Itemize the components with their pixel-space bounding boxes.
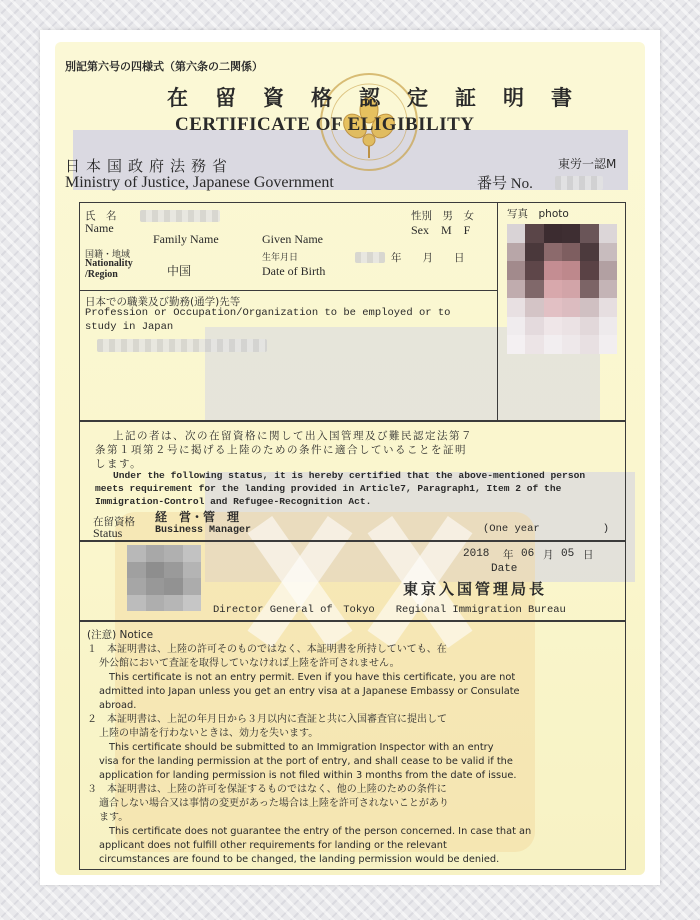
- statement-ja-3: します。: [95, 458, 143, 470]
- issue-year: 2018: [463, 548, 490, 560]
- nationality-value: 中国: [167, 264, 192, 278]
- issue-month-unit: 月: [543, 549, 554, 561]
- notice-1-en-c: abroad.: [99, 700, 137, 711]
- issue-month: 06: [521, 548, 535, 560]
- notice-3-ja-b: 適合しない場合又は事情の変更があった場合は上陸を許可されないことがあり: [99, 798, 449, 809]
- redacted-dob: [355, 252, 385, 263]
- notice-3-ja-a: ３ 本証明書は、上陸の許可を保証するものではなく、他の上陸のための条件に: [87, 784, 447, 795]
- director-en: Director General of Tokyo Regional Immigration Bureau: [213, 604, 566, 616]
- status-value-ja: 経 営・管 理: [155, 510, 240, 524]
- photo-divider: [497, 202, 498, 420]
- notice-3-en-b: applicant does not fulfill other requirements for landing or the relevant: [99, 840, 447, 851]
- notice-3-en-a: This certificate does not guarantee the entry of the person concerned. In case that an: [109, 826, 532, 837]
- notice-1-ja-a: １ 本証明書は、上陸の許可そのものではなく、本証明書を所持していても、在: [87, 644, 447, 655]
- occupation-label-ja: 日本での職業及び勤務(通学)先等: [85, 296, 241, 308]
- notice-2-ja-a: ２ 本証明書は、上記の年月日から３月以内に査証と共に入国審査官に提出して: [87, 714, 447, 725]
- nationality-label-en: Nationality: [85, 258, 133, 269]
- certificate-paper: [55, 42, 645, 875]
- dob-label-ja: 生年月日: [262, 253, 299, 263]
- name-label-ja: 氏 名: [85, 210, 117, 222]
- notice-1-en-a: This certificate is not an entry permit. Even if you have this certificate, you are not: [109, 672, 516, 683]
- given-name-label: Given Name: [262, 232, 323, 246]
- dob-label-en: Date of Birth: [262, 264, 326, 278]
- status-label-ja: 在留資格: [93, 516, 135, 528]
- occupation-label-en-2: study in Japan: [85, 321, 174, 333]
- title-english: CERTIFICATE OF ELIGIBILITY: [175, 114, 475, 135]
- status-period: (One year ): [483, 523, 610, 535]
- redacted-official-stamp: [127, 545, 201, 611]
- sex-label-en: Sex M F: [411, 223, 471, 237]
- issue-day: 05: [561, 548, 575, 560]
- statement-en-2: meets requirement for the landing provided in Article7, Paragraph1, Item 2 of the: [95, 483, 562, 494]
- statement-en-1: Under the following status, it is hereby certified that the above-mentioned person: [113, 470, 586, 481]
- ministry-english: Ministry of Justice, Japanese Government: [65, 174, 334, 191]
- redacted-number: [555, 176, 603, 190]
- applicant-photo: [507, 224, 617, 354]
- statement-ja-1: 上記の者は、次の在留資格に関して出入国管理及び難民認定法第７: [113, 430, 473, 442]
- date-label: Date: [491, 563, 518, 575]
- sex-label-ja: 性別 男 女: [411, 210, 474, 222]
- family-name-label: Family Name: [153, 232, 219, 246]
- status-value-en: Business Manager: [155, 525, 252, 536]
- notice-2-en-b: visa for the landing permission at the port of entry, and shall cease to be valid if the: [99, 756, 513, 767]
- issue-day-unit: 日: [583, 549, 594, 561]
- dob-units: 年 月 日: [391, 252, 465, 264]
- notice-1-ja-b: 外公館において査証を取得していなければ上陸を許可されません。: [99, 658, 400, 669]
- statement-en-3: Immigration-Control and Refugee-Recognition Act.: [95, 496, 372, 507]
- title-japanese: 在 留 資 格 認 定 証 明 書: [167, 86, 575, 110]
- name-label-en: Name: [85, 221, 114, 235]
- nationality-label-ja: 国籍・地域: [85, 250, 131, 260]
- form-reference: 別記第六号の四様式（第六条の二関係）: [65, 60, 263, 73]
- ministry-japanese: 日本国政府法務省: [65, 157, 234, 175]
- photo-label: 写真 photo: [507, 208, 569, 220]
- region-label-en: /Region: [85, 269, 118, 280]
- notice-2-ja-b: 上陸の申請を行わないときは、効力を失います。: [99, 728, 319, 739]
- redacted-employer: [97, 339, 267, 352]
- notice-title: (注意) Notice: [87, 629, 154, 641]
- office-code: 東労一認M: [558, 157, 617, 171]
- status-label-en: Status: [93, 526, 123, 540]
- issue-year-unit: 年: [503, 549, 514, 561]
- occupation-label-en: Profession or Occupation/Organization to be employed or to: [85, 307, 451, 319]
- statement-ja-2: 条第１項第２号に掲げる上陸のための条件に適合していることを証明: [95, 444, 467, 456]
- number-label: 番号 No.: [477, 176, 533, 192]
- notice-3-ja-c: ます。: [99, 812, 129, 823]
- notice-2-en-a: This certificate should be submitted to an Immigration Inspector with an entry: [109, 742, 494, 753]
- row-divider: [79, 290, 498, 291]
- notice-3-en-c: circumstances are found to be changed, the landing permission would be denied.: [99, 854, 500, 865]
- redacted-name: [140, 210, 220, 222]
- notice-1-en-b: admitted into Japan unless you get an entry visa at a Japanese Embassy or Consulate: [99, 686, 520, 697]
- bureau-ja: 東京入国管理局長: [403, 580, 548, 598]
- notice-2-en-c: application for landing permission is not filed within 3 months from the date of issue.: [99, 770, 517, 781]
